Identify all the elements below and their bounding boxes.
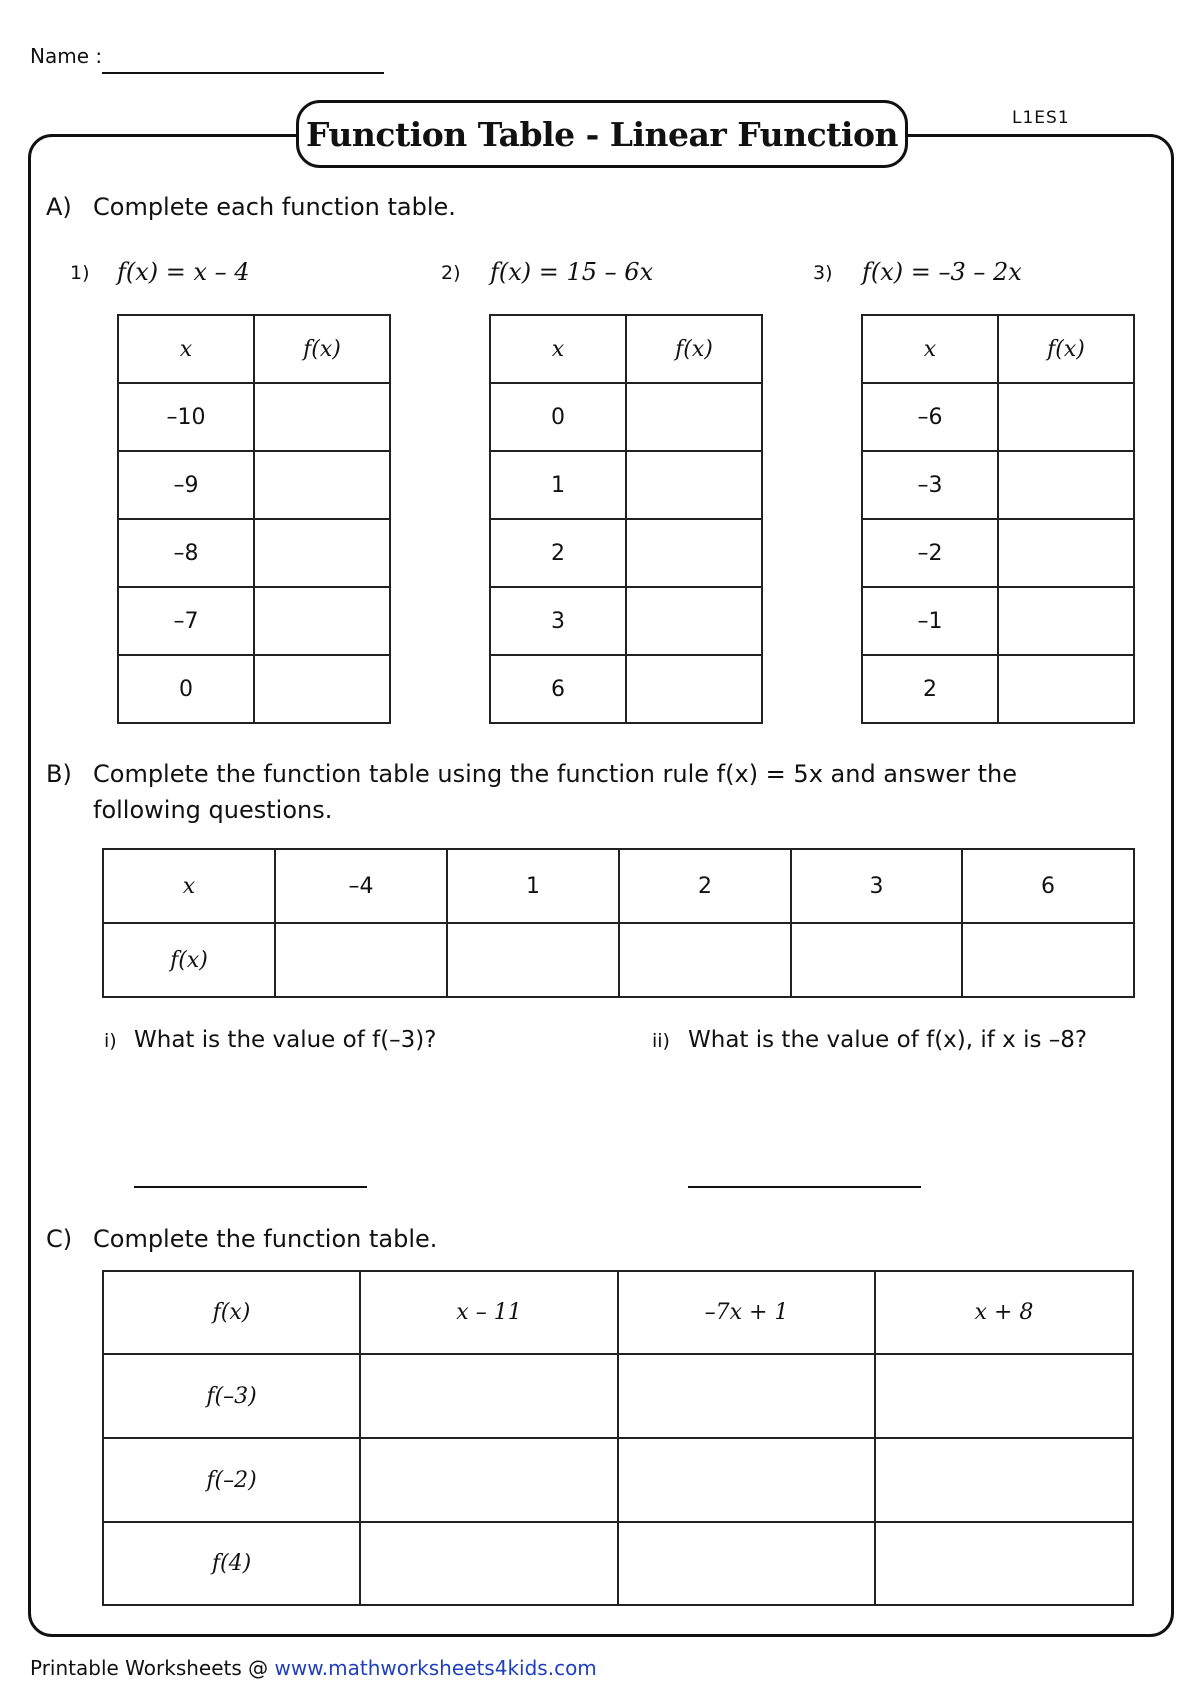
table-2-header-x: x xyxy=(490,315,626,383)
table-c-answer-cell[interactable] xyxy=(360,1438,618,1522)
problem-3-rule: f(x) = –3 – 2x xyxy=(862,258,1022,286)
section-a-label: A) xyxy=(46,193,72,221)
table-1-header-fx: f(x) xyxy=(254,315,390,383)
table-c-answer-cell[interactable] xyxy=(618,1438,875,1522)
table-b-row-label-x: x xyxy=(103,849,275,923)
problem-1-number: 1) xyxy=(70,262,90,284)
table-b-answer-cell[interactable] xyxy=(962,923,1134,997)
table-2-answer-cell[interactable] xyxy=(626,587,762,655)
table-c-input-label: f(–3) xyxy=(103,1354,360,1438)
table-1-x-value: –7 xyxy=(118,587,254,655)
table-c-answer-cell[interactable] xyxy=(875,1522,1133,1605)
table-c-answer-cell[interactable] xyxy=(360,1354,618,1438)
table-2-answer-cell[interactable] xyxy=(626,383,762,451)
table-1-answer-cell[interactable] xyxy=(254,587,390,655)
table-2-x-value: 1 xyxy=(490,451,626,519)
footer-link[interactable]: www.mathworksheets4kids.com xyxy=(274,1656,597,1680)
table-c-answer-cell[interactable] xyxy=(875,1354,1133,1438)
table-3-x-value: –2 xyxy=(862,519,998,587)
table-b-x-value: 1 xyxy=(447,849,619,923)
table-1-answer-cell[interactable] xyxy=(254,383,390,451)
section-b-instruction-line-2: following questions. xyxy=(93,796,333,824)
table-c-function-header: x – 11 xyxy=(360,1271,618,1354)
table-b-row-label-fx: f(x) xyxy=(103,923,275,997)
table-b-x-value: 6 xyxy=(962,849,1134,923)
table-c-answer-cell[interactable] xyxy=(618,1354,875,1438)
table-3-x-value: –3 xyxy=(862,451,998,519)
table-c-answer-cell[interactable] xyxy=(360,1522,618,1605)
table-c-answer-cell[interactable] xyxy=(875,1438,1133,1522)
function-table-b xyxy=(102,848,1135,998)
table-3-header-fx: f(x) xyxy=(998,315,1134,383)
answer-line-ii[interactable] xyxy=(688,1186,921,1188)
table-c-input-label: f(4) xyxy=(103,1522,360,1605)
table-2-x-value: 3 xyxy=(490,587,626,655)
problem-2-rule: f(x) = 15 – 6x xyxy=(490,258,654,286)
question-i-text: What is the value of f(–3)? xyxy=(134,1027,437,1053)
table-1-answer-cell[interactable] xyxy=(254,451,390,519)
problem-2-number: 2) xyxy=(441,262,461,284)
table-1-answer-cell[interactable] xyxy=(254,519,390,587)
title-box xyxy=(296,100,908,168)
name-input-line[interactable] xyxy=(102,72,384,74)
table-c-input-label: f(–2) xyxy=(103,1438,360,1522)
table-3-answer-cell[interactable] xyxy=(998,655,1134,723)
footer-prefix: Printable Worksheets @ xyxy=(30,1656,275,1680)
function-table-2 xyxy=(489,314,763,724)
table-1-x-value: –10 xyxy=(118,383,254,451)
table-1-answer-cell[interactable] xyxy=(254,655,390,723)
table-b-x-value: 2 xyxy=(619,849,791,923)
table-b-answer-cell[interactable] xyxy=(447,923,619,997)
question-ii-text: What is the value of f(x), if x is –8? xyxy=(688,1027,1088,1053)
table-3-x-value: –6 xyxy=(862,383,998,451)
problem-1-rule: f(x) = x – 4 xyxy=(117,258,250,286)
section-a-instruction: Complete each function table. xyxy=(93,193,456,221)
table-c-answer-cell[interactable] xyxy=(618,1522,875,1605)
table-1-x-value: –8 xyxy=(118,519,254,587)
table-2-x-value: 2 xyxy=(490,519,626,587)
table-b-x-value: 3 xyxy=(791,849,962,923)
table-3-answer-cell[interactable] xyxy=(998,451,1134,519)
table-2-answer-cell[interactable] xyxy=(626,519,762,587)
table-b-answer-cell[interactable] xyxy=(619,923,791,997)
table-3-answer-cell[interactable] xyxy=(998,587,1134,655)
page-title: Function Table - Linear Function xyxy=(306,114,898,154)
name-label: Name : xyxy=(30,44,103,68)
table-1-x-value: –9 xyxy=(118,451,254,519)
table-1-header-x: x xyxy=(118,315,254,383)
table-b-x-value: –4 xyxy=(275,849,447,923)
section-b-label: B) xyxy=(46,760,72,788)
section-c-label: C) xyxy=(46,1225,73,1253)
question-ii-number: ii) xyxy=(652,1030,670,1052)
footer xyxy=(30,1656,597,1680)
function-table-c xyxy=(102,1270,1134,1606)
table-c-function-header: x + 8 xyxy=(875,1271,1133,1354)
table-2-header-fx: f(x) xyxy=(626,315,762,383)
table-3-x-value: 2 xyxy=(862,655,998,723)
table-c-corner: f(x) xyxy=(103,1271,360,1354)
function-table-1 xyxy=(117,314,391,724)
table-3-answer-cell[interactable] xyxy=(998,383,1134,451)
table-c-function-header: –7x + 1 xyxy=(618,1271,875,1354)
table-b-answer-cell[interactable] xyxy=(791,923,962,997)
table-1-x-value: 0 xyxy=(118,655,254,723)
table-2-x-value: 0 xyxy=(490,383,626,451)
table-2-answer-cell[interactable] xyxy=(626,451,762,519)
table-b-answer-cell[interactable] xyxy=(275,923,447,997)
table-2-x-value: 6 xyxy=(490,655,626,723)
answer-line-i[interactable] xyxy=(134,1186,367,1188)
worksheet-code: L1ES1 xyxy=(1012,108,1070,128)
section-b-instruction-line-1: Complete the function table using the function rule f(x) = 5x and answer the xyxy=(93,760,1017,788)
function-table-3 xyxy=(861,314,1135,724)
table-2-answer-cell[interactable] xyxy=(626,655,762,723)
section-c-instruction: Complete the function table. xyxy=(93,1225,438,1253)
table-3-answer-cell[interactable] xyxy=(998,519,1134,587)
table-3-x-value: –1 xyxy=(862,587,998,655)
table-3-header-x: x xyxy=(862,315,998,383)
problem-3-number: 3) xyxy=(813,262,833,284)
question-i-number: i) xyxy=(104,1030,117,1052)
